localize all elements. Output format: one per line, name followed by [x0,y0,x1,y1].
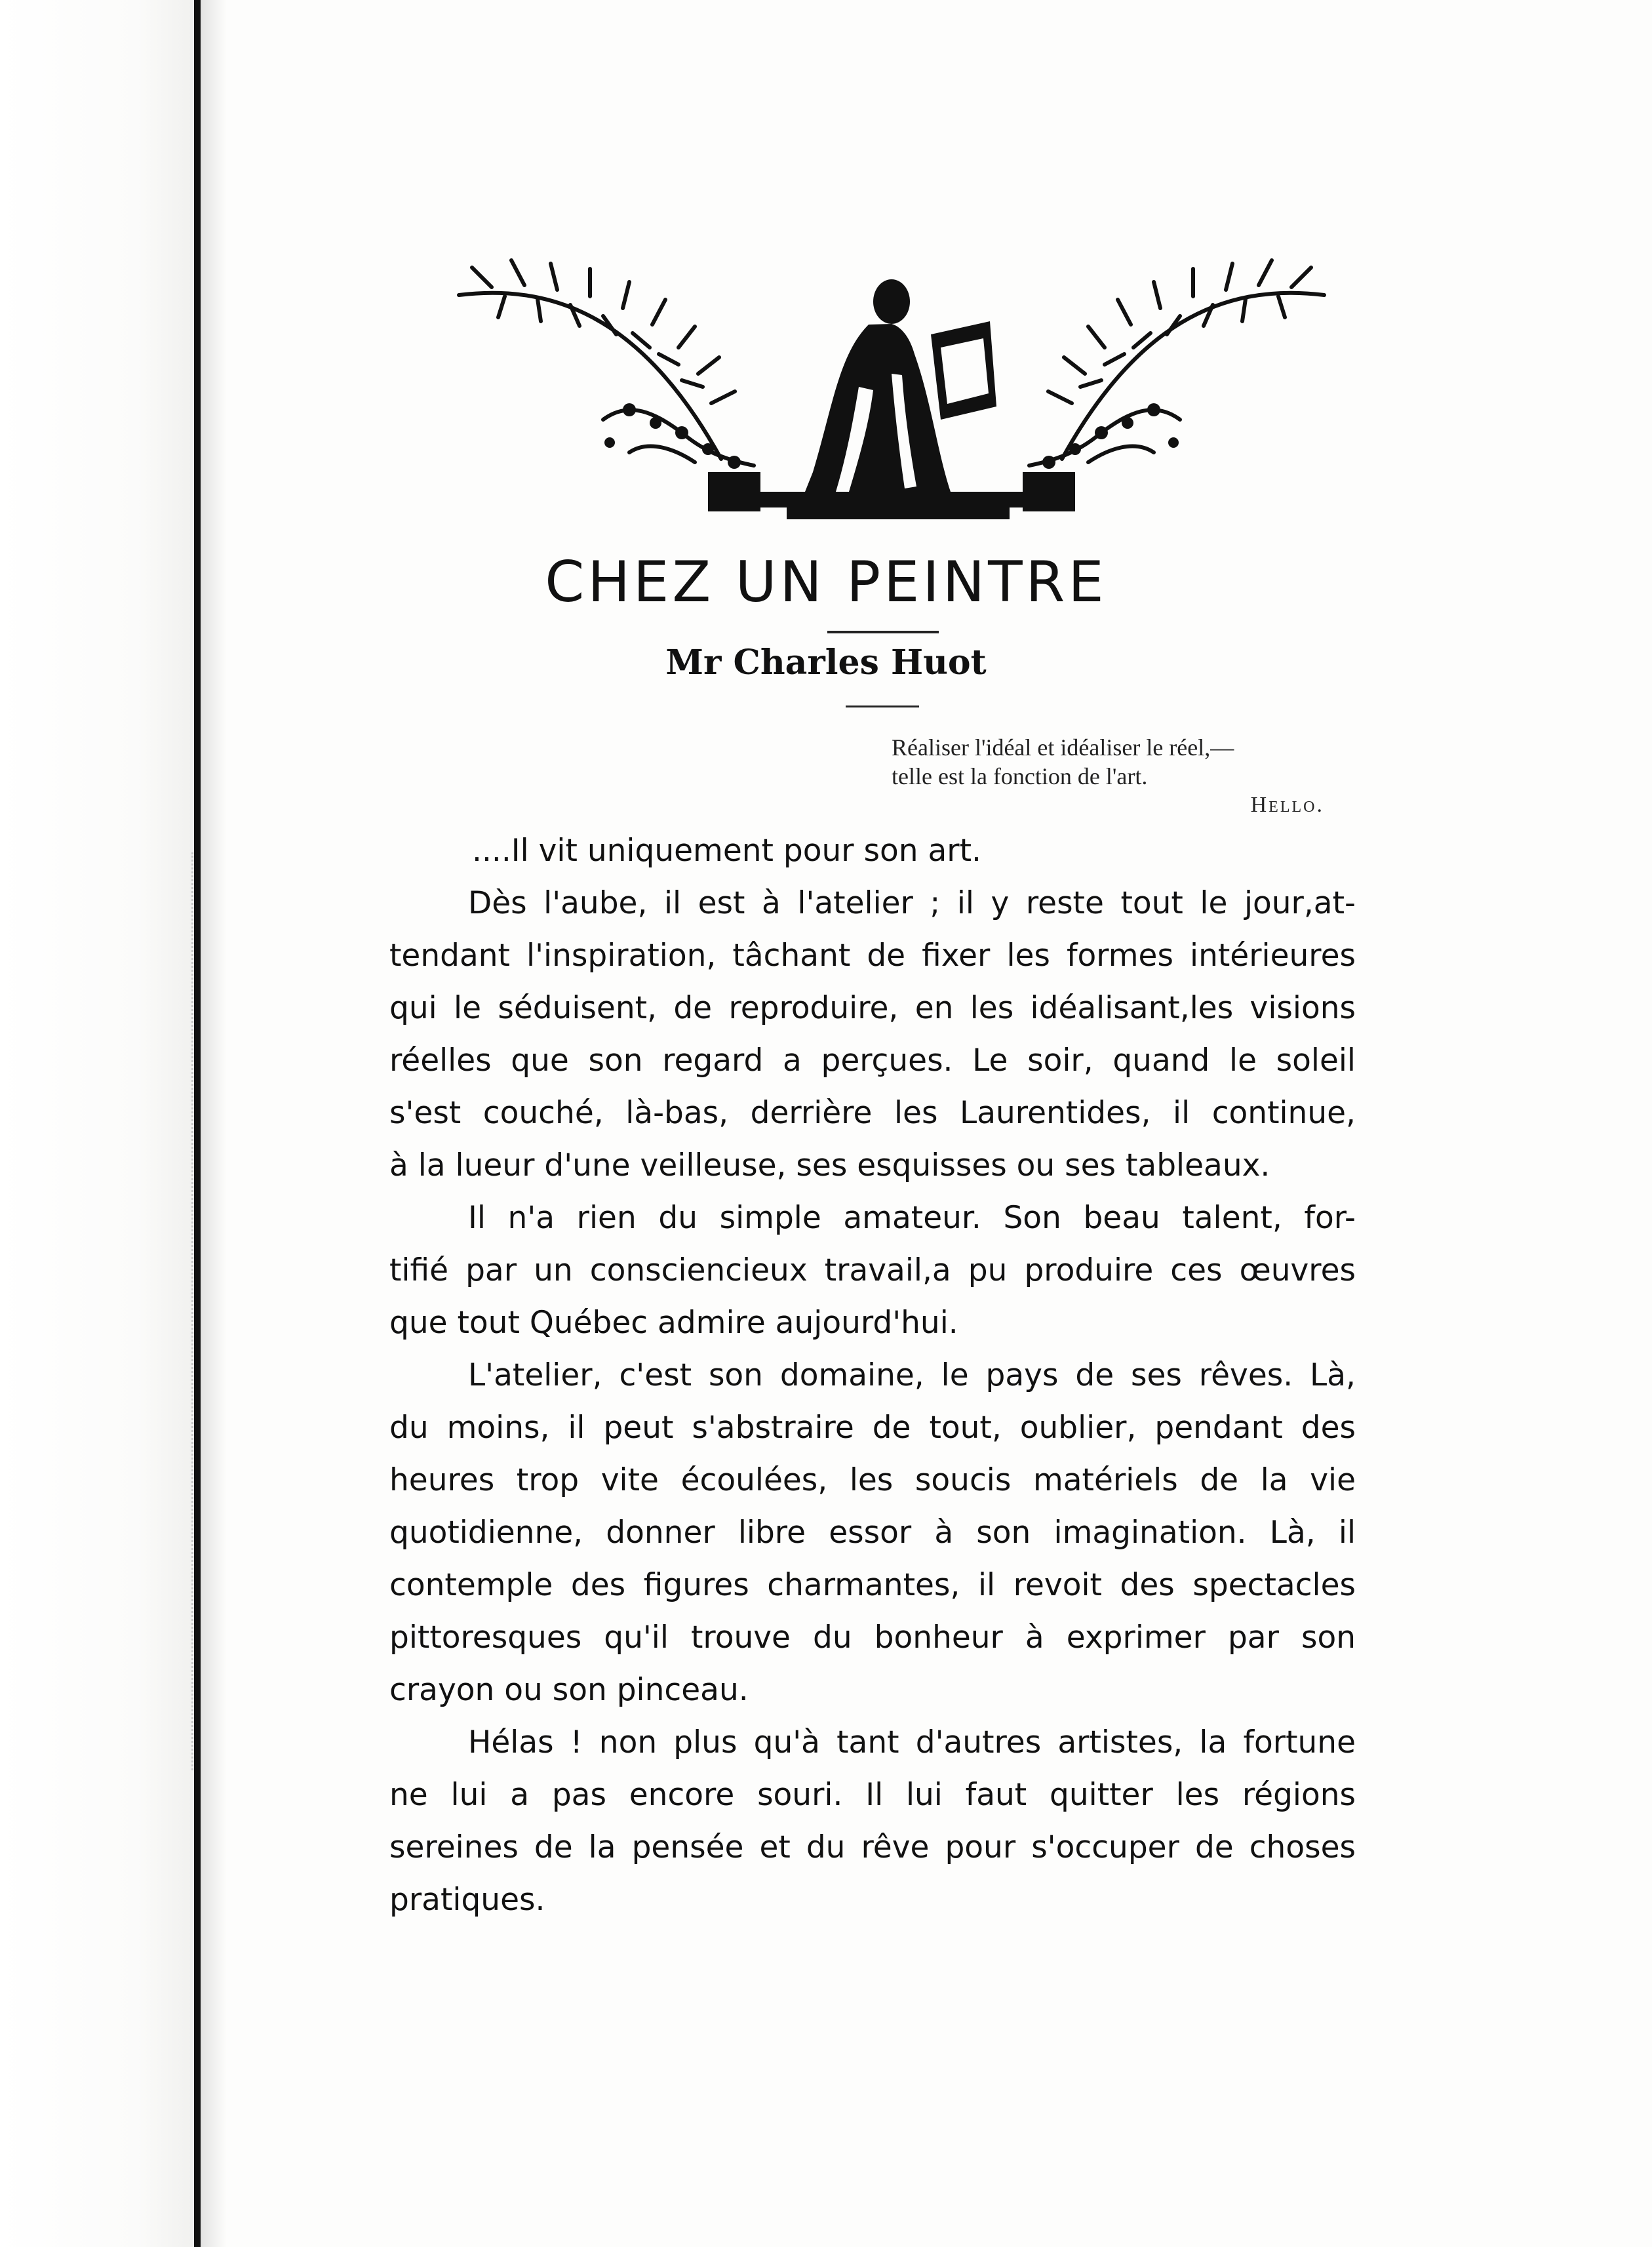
epigraph-attribution: Hello. [1250,793,1324,817]
text-line: s'est couché, là-bas, derrière les Laurentides, il continue, [389,1095,1356,1131]
subtitle-rule [846,706,919,707]
title-rule [827,631,939,633]
epigraph-line: Réaliser l'idéal et idéaliser le réel,— [892,734,1234,761]
article-subtitle: Mr Charles Huot [665,643,987,683]
text-line: pratiques. [389,1882,545,1918]
text-line: tifié par un consciencieux travail,a pu produire ces œuvres [389,1252,1356,1288]
text-line: ....Il vit uniquement pour son art. [472,833,981,869]
facing-page-edge [0,0,197,2247]
book-gutter [194,0,201,2247]
text-line: du moins, il peut s'abstraire de tout, oublier, pendant des [389,1410,1356,1446]
text-line: Hélas ! non plus qu'à tant d'autres artistes, la fortune [468,1724,1356,1760]
text-line: tendant l'inspiration, tâchant de fixer les formes intérieures [389,938,1356,974]
text-line: heures trop vite écoulées, les soucis matériels de la vie [389,1462,1356,1498]
epigraph [892,733,1364,820]
article-title: CHEZ UN PEINTRE [545,549,1107,615]
text-line: sereines de la pensée et du rêve pour s'occuper de choses [389,1829,1356,1865]
text-line: réelles que son regard a perçues. Le soir, quand le soleil [389,1043,1356,1079]
text-line: contemple des figures charmantes, il revoit des spectacles [389,1567,1356,1603]
text-line: quotidienne, donner libre essor à son imagination. Là, il [389,1515,1356,1551]
page-edge-marks [172,852,193,1770]
text-line: ne lui a pas encore souri. Il lui faut quitter les régions [389,1777,1356,1813]
gutter-shadow [201,0,227,2247]
text-line: qui le séduisent, de reproduire, en les idéalisant,les visions [389,990,1356,1026]
article-body [389,825,1356,1926]
text-line: Il n'a rien du simple amateur. Son beau talent, for- [468,1200,1356,1236]
text-line: que tout Québec admire aujourd'hui. [389,1305,958,1341]
headpiece-vignette-illustration [433,256,1350,531]
text-line: L'atelier, c'est son domaine, le pays de ses rêves. Là, [468,1357,1356,1393]
text-line: crayon ou son pinceau. [389,1672,749,1708]
text-line: à la lueur d'une veilleuse, ses esquisses ou ses tableaux. [389,1147,1270,1183]
text-line: pittoresques qu'il trouve du bonheur à exprimer par son [389,1620,1356,1656]
epigraph-line: telle est la fonction de l'art. [892,763,1148,789]
text-line: Dès l'aube, il est à l'atelier ; il y reste tout le jour,at- [468,885,1356,921]
